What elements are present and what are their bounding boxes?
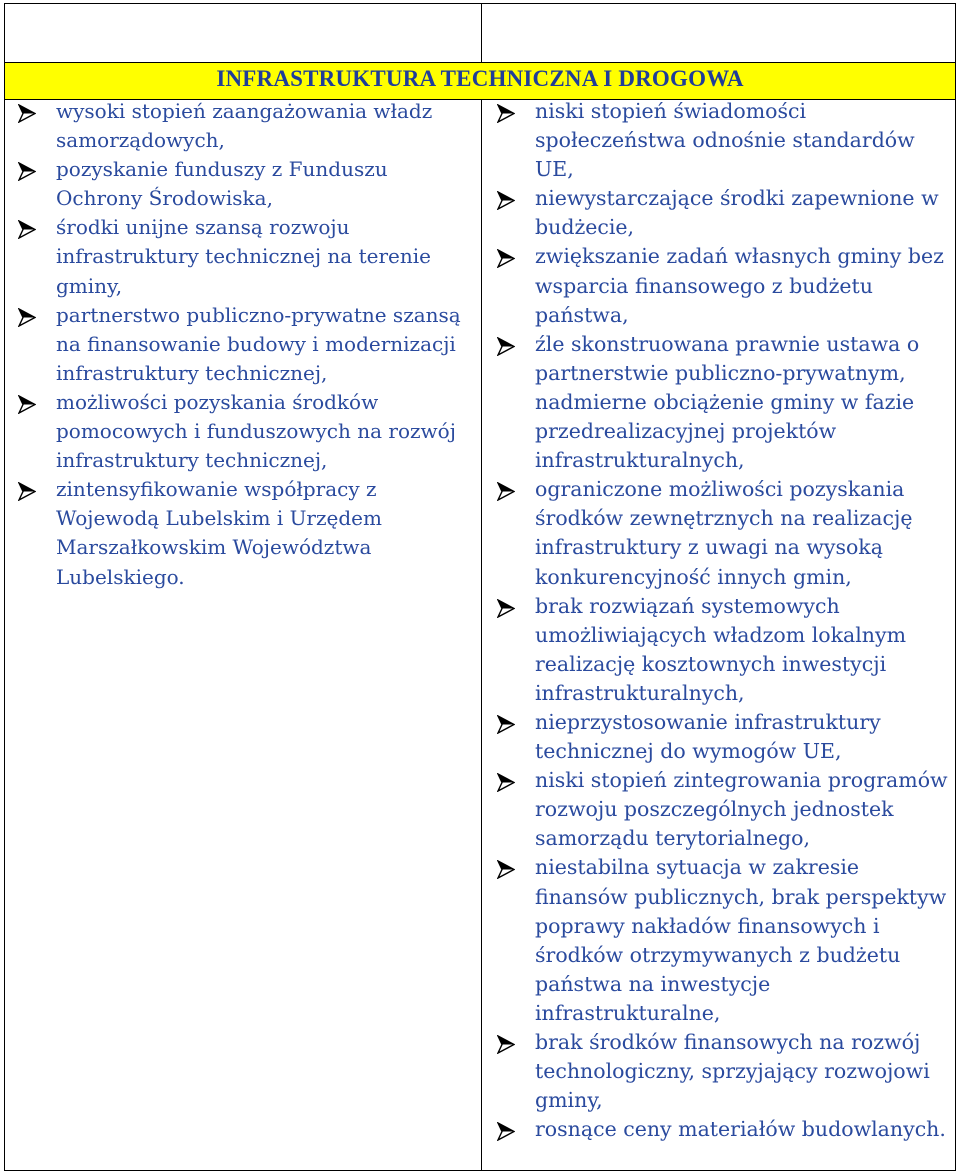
arrowhead-bullet-icon [18, 160, 36, 179]
list-item-text: brak rozwiązań systemowych umożliwiających władzom lokalnym realizację kosztownych inwestycji infrastrukturalnych, [535, 593, 907, 705]
arrowhead-bullet-icon [497, 858, 515, 877]
arrowhead-bullet-icon [497, 189, 515, 208]
arrowhead-bullet-icon [497, 247, 515, 266]
list-item [491, 184, 949, 242]
list-item [491, 708, 949, 766]
list-item [12, 388, 472, 475]
arrowhead-bullet-icon [18, 306, 36, 325]
arrowhead-bullet-icon [497, 480, 515, 499]
list-item [491, 1115, 949, 1144]
section-title: INFRASTRUKTURA TECHNICZNA I DROGOWA [216, 66, 744, 91]
arrowhead-bullet-icon [18, 218, 36, 237]
list-item-text: niestabilna sytuacja w zakresie finansów publicznych, brak perspektyw poprawy nakładów finansowych i środków otrzymywanych z budżetu państwa na inwestycje infrastrukturalne, [535, 855, 947, 1025]
list-item-text: brak środków finansowych na rozwój technologiczny, sprzyjający rozwojowi gminy, [535, 1030, 930, 1113]
list-item-text: rosnące ceny materiałów budowlanych. [535, 1117, 946, 1142]
section-header [5, 62, 955, 100]
list-item [491, 592, 949, 708]
list-item-text: partnerstwo publiczno-prywatne szansą na finansowanie budowy i modernizacji infrastruktury technicznej, [56, 302, 461, 385]
list-item-text: środki unijne szansą rozwoju infrastruktury technicznej na terenie gminy, [56, 215, 431, 298]
list-item-text: źle skonstruowana prawnie ustawa o partnerstwie publiczno-prywatnym, nadmierne obciążenie gminy w fazie przedrealizacyjnej projektów infrastrukturalnych, [535, 331, 920, 473]
list-item [491, 475, 949, 591]
list-item [491, 1028, 949, 1115]
list-item [491, 97, 949, 184]
arrowhead-bullet-icon [497, 1120, 515, 1139]
list-item [12, 475, 472, 591]
list-item-text: zintensyfikowanie współpracy z Wojewodą Lubelskim i Urzędem Marszałkowskim Województwa Lubelskiego. [56, 477, 382, 589]
opportunities-column [12, 97, 472, 592]
list-item [491, 853, 949, 1028]
arrowhead-bullet-icon [18, 480, 36, 499]
arrowhead-bullet-icon [497, 102, 515, 121]
arrowhead-bullet-icon [497, 771, 515, 790]
list-item-text: zwiększanie zadań własnych gminy bez wsparcia finansowego z budżetu państwa, [535, 244, 944, 327]
threats-column [491, 97, 949, 1144]
list-item [12, 155, 472, 213]
arrowhead-bullet-icon [497, 597, 515, 616]
list-item-text: możliwości pozyskania środków pomocowych i funduszowych na rozwój infrastruktury technicznej, [56, 389, 456, 473]
arrowhead-bullet-icon [497, 1033, 515, 1052]
list-item [12, 97, 472, 155]
list-item [12, 301, 472, 388]
column-divider [481, 4, 482, 1170]
arrowhead-bullet-icon [497, 713, 515, 732]
list-item-text: niski stopień świadomości społeczeństwa odnośnie standardów UE, [535, 99, 915, 182]
list-item [491, 330, 949, 475]
list-item-text: wysoki stopień zaangażowania władz samorządowych, [56, 99, 433, 153]
list-item-text: pozyskanie funduszy z Funduszu Ochrony Środowiska, [56, 157, 388, 211]
list-item [491, 766, 949, 853]
list-item-text: niski stopień zintegrowania programów rozwoju poszczególnych jednostek samorządu terytorialnego, [535, 768, 948, 851]
arrowhead-bullet-icon [18, 393, 36, 412]
arrowhead-bullet-icon [497, 335, 515, 354]
opportunities-list [12, 97, 472, 592]
list-item [491, 242, 949, 329]
threats-list [491, 97, 949, 1144]
list-item-text: nieprzystosowanie infrastruktury technicznej do wymogów UE, [535, 709, 881, 764]
list-item-text: niewystarczające środki zapewnione w budżecie, [535, 186, 939, 240]
arrowhead-bullet-icon [18, 102, 36, 121]
list-item [12, 213, 472, 300]
list-item-text: ograniczone możliwości pozyskania środków zewnętrznych na realizację infrastruktury z uwagi na wysoką konkurencyjność innych gmin, [535, 477, 913, 589]
